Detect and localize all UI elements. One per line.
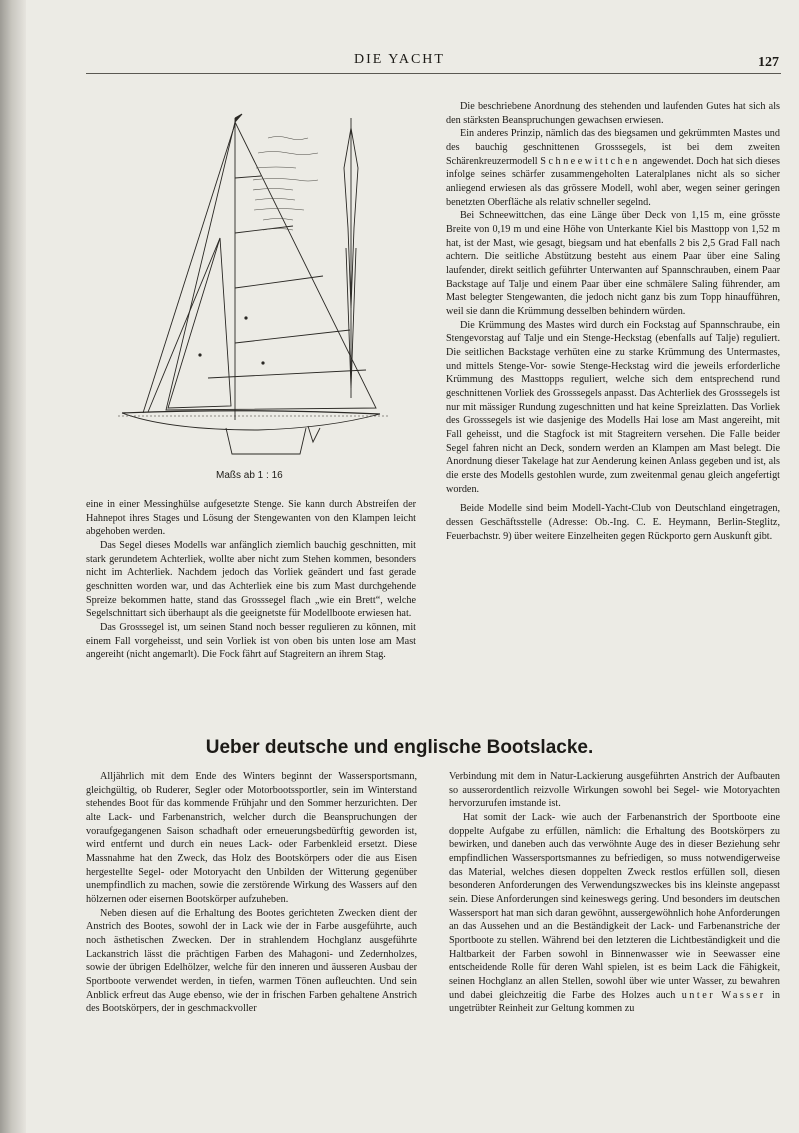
jib-outline	[168, 238, 231, 408]
article-title: Ueber deutsche und englische Bootslacke.	[205, 737, 594, 758]
paragraph: Bei Schneewittchen, das eine Länge über Deck von 1,15 m, eine grösste Breite von 0,19 m und eine Höhe von Unterkante Kiel bis Masttopp von 1,52 m hat, ist der Mast, wie gesagt, biegsam und hat ebenfalls 2 bis 2,5 Grad Fall nach achtern. Die seitliche Abstützung besteht aus einem Paar über eine Saling laufender, direkt seitlich geführter Unterwanten auf Spannschrauben, einem Paar Backstage auf Talje und einem Paar über eine schmälere Saling führender, am Mast belegter Stengewanten, die jedoch nicht ganz bis zum Topp hinaufführen, weil sie dann die Krümmung desselben behindern würden.	[446, 210, 780, 318]
spaced-word: unter	[681, 989, 716, 1001]
hull-outline	[122, 413, 380, 430]
paragraph: Das Segel dieses Modells war anfänglich ziemlich bauchig geschnitten, mit stark gerundetem Achterliek, wollte aber nicht zum Stehen kommen, besonders nicht im Achterliek. Nachdem jedoch das Vorliek geändert und fast gerade geschnitten worden war, und das Achterliek eine bis zum Mast durchgehende Spreize bekommen hatte, stand das Grosssegel flach „wie ein Brett“, welche Segelschnittart sich überhaupt als die geeignetste für Modellboote erwiesen hat.	[86, 540, 416, 620]
page-number: 127	[758, 55, 779, 70]
paragraph: Beide Modelle sind beim Modell-Yacht-Club von Deutschland eingetragen, dessen Geschäftsstelle (Adresse: Ob.-Ing. C. E. Heymann, Berlin-Steglitz, Feuerbachstr. 9) über weitere Einzelheiten gegen Rückporto gern Auskunft gibt.	[446, 503, 780, 542]
deck-line	[122, 411, 380, 414]
paragraph: Die Krümmung des Mastes wird durch ein Fockstag auf Spannschraube, ein Stengevorstag auf Talje und ein Stenge-Heckstag (ebenfalls auf Talje) reguliert. Die seitlichen Backstage verhüten eine zu starke Krümmung des Untermastes, und mittels Stenge-Vor- sowie Stenge-Heckstag wird die jeweils erforderliche Krümmung des Masttopps reguliert, welche sich dem entsprechend rund geschnittenen Vorliek des Grosssegels anpasst. Das Achterliek des Grosssegels ist nur mit mässiger Rundung zugeschnitten und hat keine Spreizlatten. Das Vorliek des Grosssegels ist wie dasjenige des Modells Hai lose am Mast angereiht, mit Fall geheisst, und die Stagfock ist mit Stagreitern versehen. Die Falle beider Segel fahren nicht an Deck, sondern werden an Klampen am Mast belegt. Die Anordnung dieser Takelage hat zur Aenderung keinen Anlass gegeben und ist, als die erste des Modells gestohlen wurde, zum zweitenmal genau gleich angefertigt worden.	[446, 319, 780, 495]
spaced-model-name: Schneewittchen	[540, 155, 640, 167]
figure-caption: Maßs ab 1 : 16	[216, 470, 283, 481]
paragraph: Verbindung mit dem in Natur-Lackierung ausgeführten Anstrich der Aufbauten so ausserordentlich reizvolle Wirkungen sowohl bei Segel- wie Motoryachten hervorzurufen imstande ist.	[449, 771, 780, 810]
paragraph: Neben diesen auf die Erhaltung des Bootes gerichteten Zwecken dient der Anstrich des Bootes, sowohl der in Lack wie der in Farbe ausgeführte, auch noch ästhetischen Zwecken. Der in strahlendem Hochglanz ausgeführte Lackanstrich lässt die prächtigen Farben des Mahagoni- und Zedernholzes, sowie der übrigen Edelhölzer, welche für den inneren und äusseren Ausbau der Sportboote verwendet werden, in tiefen, warmen Tönen aufleuchten. Und sein Anblick erfreut das Auge ebenso, wie der in frischen Farben gehaltene Anstrich des Bootskörpers, der in geschmackvoller	[86, 907, 417, 1015]
keel-outline	[226, 428, 306, 454]
paragraph: Alljährlich mit dem Ende des Winters beginnt der Wassersportsmann, gleichgültig, ob Ruderer, Segler oder Motorbootssportler, sein im Winterstand stehendes Boot für das kommende Frühjahr und den Sommer herzurichten. Der alte Lack- und Farbenanstrich, welcher durch die Beanspruchungen der voraufgegangenen Saison schadhaft oder erneuerungsbedürftig geworden ist, wird entfernt und durch ein neues Lack- oder Farbenkleid ersetzt. Diese Massnahme hat den Zweck, das Holz des Bootskörpers oder die aus Eisen hergestellte Segel- oder Motoryacht den Unbilden der Witterung gegenüber unempfindlich zu machen, sowie die zerstörende Wirkung des Wassers auf den hölzernen oder eisernen Bootskörper aufzuheben.	[86, 771, 417, 906]
book-gutter-shadow	[0, 0, 26, 1133]
paragraph-text: angewendet. Doch hat sich dieses infolge seines schärfer zusammengeholten Lateralplanes nicht als so sicher anliegend erwiesen als das grössere Modell, wohl aber, wegen seiner geringen benetzten Oberfläche als relativ schneller segelnd.	[446, 155, 781, 208]
paragraph-text: Ein anderes Prinzip, nämlich das des biegsamen und gekrümmten Mastes und des bauchig geschnittenen Grosssegels, ist bei dem zweiten Schärenkreuzermodell	[446, 128, 780, 167]
header-rule	[86, 73, 781, 74]
article-left-column	[86, 770, 417, 1016]
paragraph-text: in ungetrübter Reinheit zur Geltung kommen zu	[449, 989, 781, 1015]
paragraph-text: Hat somit der Lack- wie auch der Farbenanstrich der Sportboote eine doppelte Aufgabe zu erfüllen, nämlich: die Erhaltung des Bootskörpers zu bewirken, und daneben auch das verwöhnte Auge des in dieser Beziehung sehr empfindlichen Wassersportsmannes zu befriedigen, so muss notwendigerweise das Material, welches diesen doppelten Zweck restlos erfüllen soll, diesen besonderen Anforderungen des Verwendungszweckes bis ins kleinste angepasst sein. Diese Anforderungen sind keineswegs gering. Und besonders im deutschen Wassersport hat man sich daran gewöhnt, aussergewöhnlich hohe Anforderungen an das Aussehen und an die Beständigkeit der Lack- und Farbenanstriche der Sportboote zu stellen. Während bei den letzteren die Lichtbeständigkeit und die Haltbarkeit der Farben sowohl in Binnenwasser wie in Seewasser eine entscheidende Rolle für deren Wahl spielen, ist es beim Lack die Fähigkeit, seinen Hochglanz an allen Stellen, sowohl über wie unter Wasser, zu bewahren und dabei gleichzeitig die Farbe des Holzes auch	[449, 812, 780, 1001]
spaced-word: Wasser	[721, 989, 766, 1001]
sail-plan-svg	[108, 108, 398, 468]
paragraph: Die beschriebene Anordnung des stehenden und laufenden Gutes hat sich als den stärksten Beanspruchungen gewachsen erwiesen.	[446, 101, 780, 126]
paragraph-last	[449, 811, 780, 1016]
mast-pennant	[235, 114, 242, 122]
sail-plan-drawing	[108, 108, 398, 468]
top-left-column	[86, 498, 416, 662]
paragraph: Das Grosssegel ist, um seinen Stand noch besser regulieren zu können, mit einem Fall vorgeheisst, und sein Vorliek ist von oben bis unten lose am Mast angereiht (nicht angemarlt). Die Fock fährt auf Stagreitern an ihrem Stag.	[86, 622, 416, 661]
paragraph-schneewittchen-intro	[446, 127, 780, 209]
top-right-column	[446, 100, 780, 544]
running-header-title: DIE YACHT	[354, 52, 445, 67]
article-right-column	[449, 770, 780, 1016]
paragraph: eine in einer Messinghülse aufgesetzte Stenge. Sie kann durch Abstreifen der Hahnepot ihres Stages und Lösung der Stengewanten von den Klampen leicht abgehoben werden.	[86, 499, 416, 538]
